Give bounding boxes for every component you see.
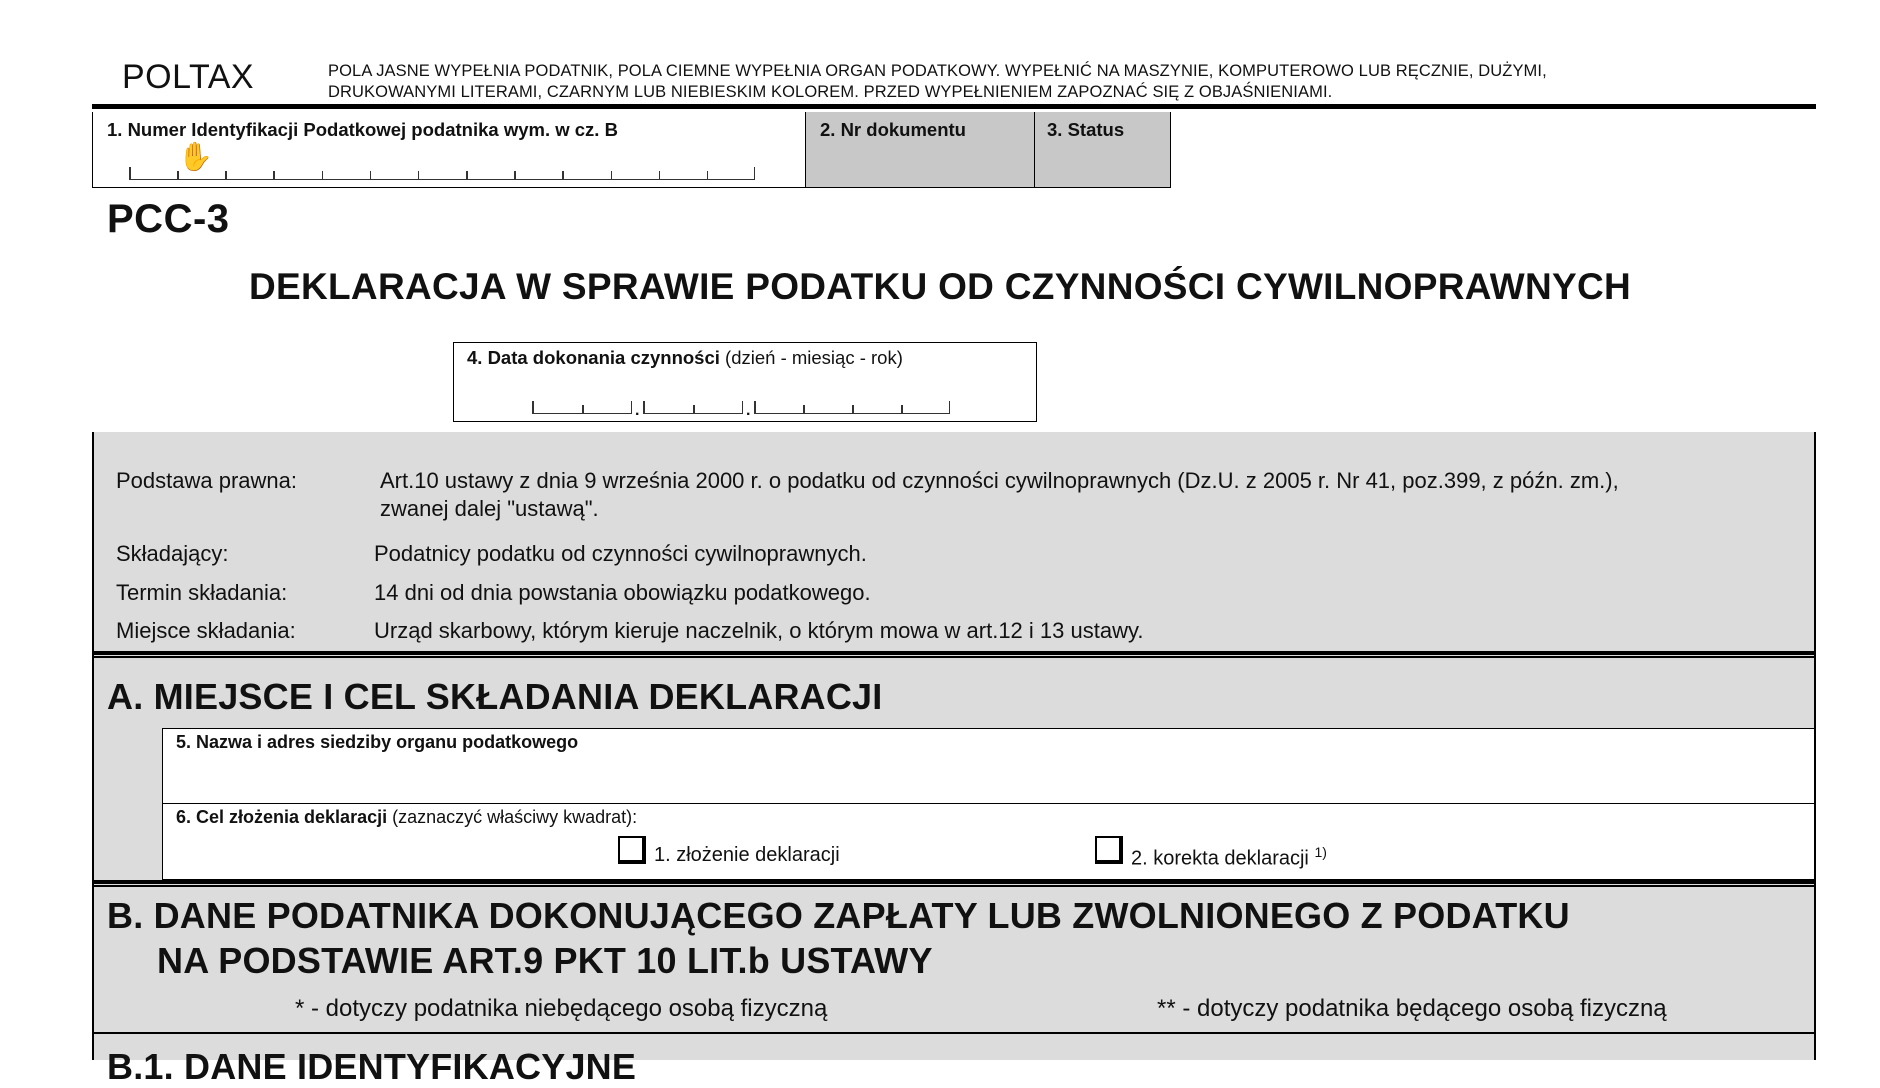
- place-value: Urząd skarbowy, którym kieruje naczelnik, o którym mowa w art.12 i 13 ustawy.: [374, 618, 1144, 643]
- document-number-field: [806, 112, 1035, 188]
- instructions-line-2: DRUKOWANYMI LITERAMI, CZARNYM LUB NIEBIESKIM KOLOREM. PRZED WYPEŁNIENIEM ZAPOZNAĆ SIĘ Z OBJAŚNIENIAMI.: [328, 83, 1333, 101]
- deadline-value: 14 dni od dnia powstania obowiązku podatkowego.: [374, 580, 871, 605]
- section-b-title-line-2: NA PODSTAWIE ART.9 PKT 10 LIT.b USTAWY: [157, 940, 933, 981]
- digit-box-tick: [322, 171, 324, 179]
- digit-box-tick: [707, 171, 709, 179]
- tax-office-field[interactable]: [162, 728, 1814, 804]
- form-code: PCC-3: [107, 197, 230, 241]
- legal-basis-line-2: zwanej dalej "ustawą".: [380, 496, 599, 521]
- digit-box-tick: [693, 405, 695, 413]
- digit-box-tick: [466, 171, 468, 179]
- form-instructions: [328, 61, 1768, 103]
- status-field: [1035, 112, 1171, 188]
- digit-box-tick: [532, 401, 534, 413]
- filer-label: Składający:: [116, 541, 229, 566]
- digit-box-tick: [742, 401, 744, 413]
- declaration-purpose-label-hint: (zaznaczyć właściwy kwadrat):: [387, 807, 638, 827]
- header-rule: [92, 104, 1816, 109]
- declaration-purpose-label: [176, 807, 637, 828]
- filer-value: Podatnicy podatku od czynności cywilnoprawnych.: [374, 541, 867, 566]
- section-b-title-line-1: B. DANE PODATNIKA DOKONUJĄCEGO ZAPŁATY LUB ZWOLNIONEGO Z PODATKU: [107, 895, 1570, 936]
- digit-box-tick: [225, 171, 227, 179]
- digit-box-tick: [643, 401, 645, 413]
- digit-box-tick: [803, 405, 805, 413]
- action-date-label: [467, 347, 903, 369]
- section-b-rule: [94, 880, 1814, 887]
- place-label: Miejsce składania:: [116, 618, 296, 643]
- digit-box-tick: [370, 171, 372, 179]
- declaration-purpose-label-bold: 6. Cel złożenia deklaracji: [176, 807, 388, 827]
- deadline-label: Termin składania:: [116, 580, 288, 605]
- tax-office-label: 5. Nazwa i adres siedziby organu podatkowego: [176, 732, 579, 752]
- nip-field-label: 1. Numer Identyfikacji Podatkowej podatnika wym. w cz. B: [107, 119, 618, 140]
- hand-cursor-icon: ✋: [178, 141, 213, 172]
- action-date-field[interactable]: [453, 342, 1037, 422]
- date-day-boxes[interactable]: [532, 400, 632, 414]
- correction-option-text: 2. korekta deklaracji: [1131, 847, 1309, 870]
- action-date-label-bold: 4. Data dokonania czynności: [467, 347, 720, 368]
- date-separator-dot: .: [746, 402, 751, 419]
- date-year-boxes[interactable]: [754, 400, 950, 414]
- nip-digit-boxes[interactable]: [129, 166, 755, 180]
- digit-box-tick: [901, 405, 903, 413]
- date-separator-dot: .: [635, 402, 640, 419]
- digit-box-tick: [852, 405, 854, 413]
- date-month-boxes[interactable]: [643, 400, 743, 414]
- legal-basis-value: [380, 468, 1800, 522]
- declaration-purpose-field: [162, 804, 1814, 880]
- digit-box-tick: [659, 171, 661, 179]
- correction-option-label: [1131, 844, 1327, 871]
- document-number-label: 2. Nr dokumentu: [820, 119, 966, 140]
- section-a-rule: [94, 651, 1814, 658]
- submission-option-label: 1. złożenie deklaracji: [654, 844, 840, 866]
- legal-entity-note: * - dotyczy podatnika niebędącego osobą fizyczną: [295, 995, 828, 1022]
- correction-checkbox[interactable]: [1095, 836, 1123, 864]
- digit-box-tick: [514, 171, 516, 179]
- digit-box-tick: [418, 171, 420, 179]
- submission-checkbox[interactable]: [618, 836, 646, 864]
- digit-box-tick: [129, 167, 131, 179]
- instructions-line-1: POLA JASNE WYPEŁNIA PODATNIK, POLA CIEMNE WYPEŁNIA ORGAN PODATKOWY. WYPEŁNIĆ NA MASZYNIE, KOMPUTEROWO LUB RĘCZNIE, DUŻYMI,: [328, 62, 1547, 80]
- poltax-brand: POLTAX: [122, 58, 255, 96]
- section-a-title: A. MIEJSCE I CEL SKŁADANIA DEKLARACJI: [107, 676, 883, 717]
- status-label: 3. Status: [1047, 119, 1125, 140]
- legal-basis-line-1: Art.10 ustawy z dnia 9 września 2000 r. o podatku od czynności cywilnoprawnych (Dz.U. z 2005 r. Nr 41, poz.399, z późn. zm.),: [380, 468, 1619, 493]
- form-title: DEKLARACJA W SPRAWIE PODATKU OD CZYNNOŚCI CYWILNOPRAWNYCH: [249, 266, 1631, 307]
- digit-box-tick: [562, 171, 564, 179]
- natural-person-note: ** - dotyczy podatnika będącego osobą fizyczną: [1157, 995, 1667, 1022]
- digit-box-tick: [631, 401, 633, 413]
- section-b1-title: B.1. DANE IDENTYFIKACYJNE: [107, 1046, 637, 1087]
- digit-box-tick: [949, 401, 951, 413]
- action-date-label-hint: (dzień - miesiąc - rok): [719, 347, 903, 368]
- section-b1-rule: [94, 1032, 1814, 1034]
- digit-box-tick: [273, 171, 275, 179]
- correction-footnote-mark: 1): [1314, 844, 1327, 860]
- digit-box-tick: [754, 401, 756, 413]
- digit-box-tick: [754, 167, 756, 179]
- digit-box-tick: [611, 171, 613, 179]
- legal-basis-label: Podstawa prawna:: [116, 468, 297, 493]
- digit-box-tick: [582, 405, 584, 413]
